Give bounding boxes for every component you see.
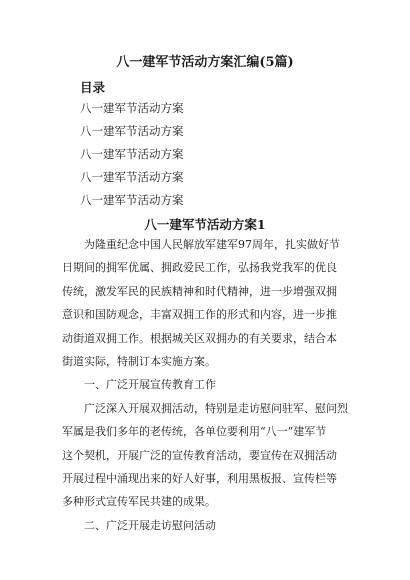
paragraph-line: 日期间的拥军优属、拥政爱民工作，弘扬我党我军的优良 [62, 261, 337, 275]
paragraph-line: 广泛深入开展双拥活动，特别是走访慰问驻军、慰问烈 [84, 401, 348, 415]
subheading-1: 一、广泛开展宣传教育工作 [84, 378, 216, 392]
section-title: 八一建军节活动方案1 [144, 217, 266, 232]
toc-item[interactable]: 八一建军节活动方案 [80, 147, 184, 161]
paragraph-line: 为隆重纪念中国人民解放军建军97周年，扎实做好节 [84, 238, 340, 251]
paragraph-line: 这个契机，开展广泛的宣传教育活动，要宣传在双拥活动 [62, 448, 337, 462]
subheading-2: 二、广泛开展走访慰问活动 [84, 518, 216, 532]
paragraph-1 [62, 397, 352, 514]
section-body [62, 233, 352, 537]
document-title: 八一建军节活动方案汇编(5篇) [116, 55, 294, 70]
table-of-contents [80, 97, 184, 212]
paragraph-line: 军属是我们多年的老传统，各单位要利用“八一”建军节 [62, 425, 327, 439]
paragraph-line: 传统，激发军民的民族精神和时代精神，进一步增强双拥 [62, 284, 337, 298]
toc-heading: 目录 [80, 80, 106, 95]
toc-item[interactable]: 八一建军节活动方案 [80, 101, 184, 115]
paragraph-line: 开展过程中涌现出来的好人好事，利用黑板报、宣传栏等 [62, 471, 337, 485]
intro-paragraph [62, 233, 352, 373]
paragraph-line: 街道实际，特制订本实施方案。 [62, 354, 216, 368]
paragraph-line: 多种形式宣传军民共建的成果。 [62, 495, 216, 509]
paragraph-line: 动街道双拥工作。根据城关区双拥办的有关要求，结合本 [62, 331, 337, 345]
toc-item[interactable]: 八一建军节活动方案 [80, 124, 184, 138]
paragraph-line: 意识和国防观念，丰富双拥工作的形式和内容，进一步推 [62, 308, 337, 322]
toc-item[interactable]: 八一建军节活动方案 [80, 193, 184, 207]
toc-item[interactable]: 八一建军节活动方案 [80, 170, 184, 184]
